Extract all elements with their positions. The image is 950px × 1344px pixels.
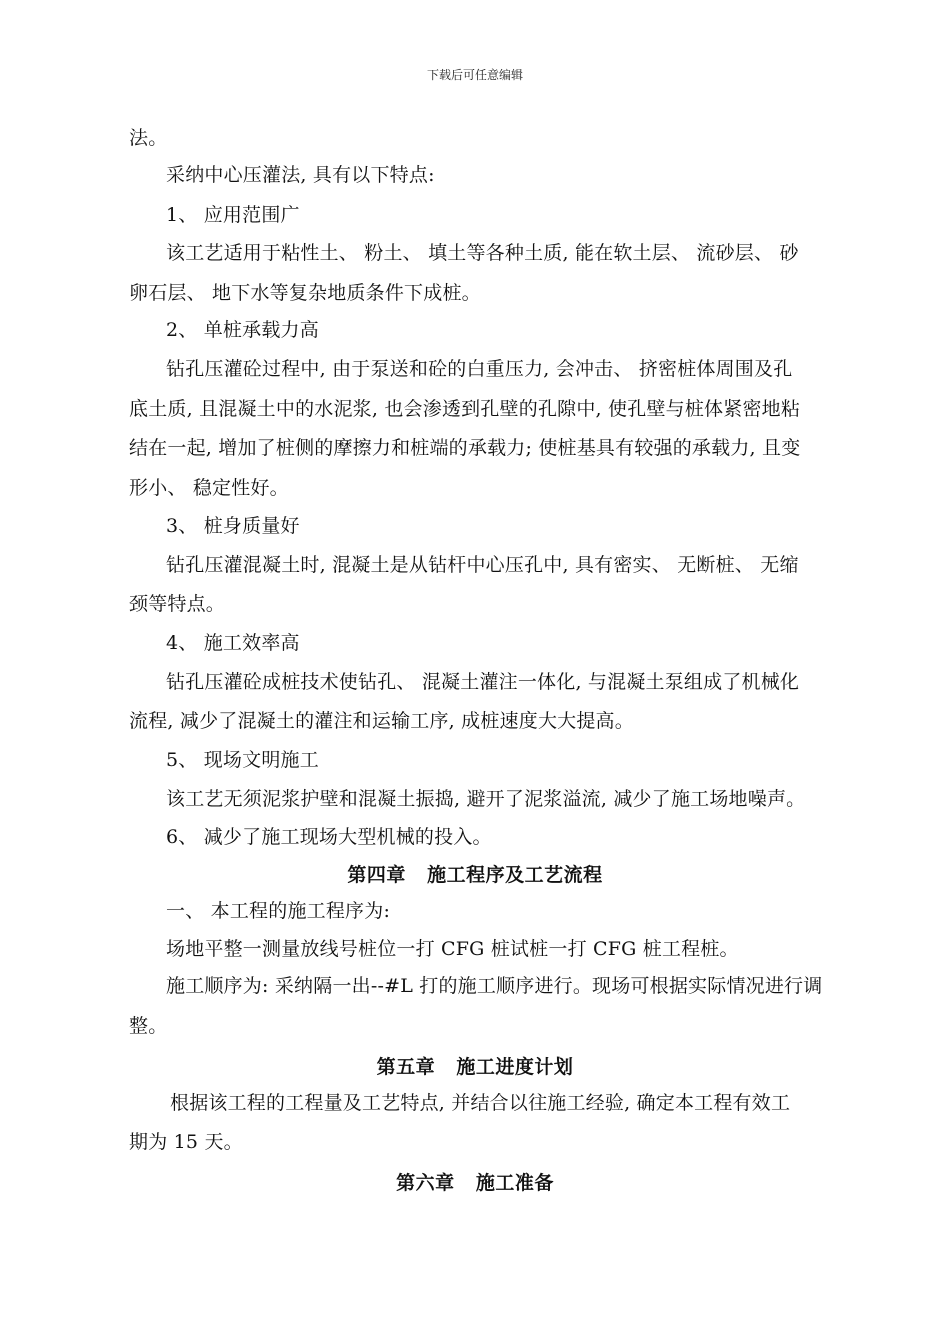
paragraph-line: 施工顺序为: 采纳隔一出--#L 打的施工顺序进行。现场可根据实际情况进行调 [166,975,823,997]
list-item: 5、 现场文明施工 [166,749,319,771]
paragraph-line: 根据该工程的工程量及工艺特点, 并结合以往施工经验, 确定本工程有效工 [170,1092,791,1114]
list-item: 6、 减少了施工现场大型机械的投入。 [166,826,492,848]
paragraph-line: 卵石层、 地下水等复杂地质条件下成桩。 [129,282,481,304]
paragraph-line: 法。 [129,127,168,149]
paragraph-line: 钻孔压灌混凝土时, 混凝土是从钻杆中心压孔中, 具有密实、 无断桩、 无缩 [166,554,799,576]
paragraph-line: 该工艺适用于粘性土、 粉土、 填土等各种土质, 能在软土层、 流砂层、 砂 [166,242,799,264]
chapter-heading: 第六章 施工准备 [396,1172,554,1194]
paragraph-line: 整。 [129,1015,168,1037]
paragraph-line: 期为 15 天。 [129,1131,243,1153]
chapter-heading: 第四章 施工程序及工艺流程 [347,864,603,886]
list-item: 1、 应用范围广 [166,204,300,226]
page-header: 下载后可任意编辑 [426,68,523,82]
paragraph-line: 钻孔压灌砼成桩技术使钻孔、 混凝土灌注一体化, 与混凝土泵组成了机械化 [166,671,800,693]
paragraph-line: 形小、 稳定性好。 [129,477,289,499]
paragraph-line: 结在一起, 增加了桩侧的摩擦力和桩端的承载力; 使桩基具有较强的承载力, 且变 [129,437,801,459]
paragraph-line: 该工艺无须泥浆护壁和混凝土振捣, 避开了泥浆溢流, 减少了施工场地噪声。 [166,788,806,810]
section-heading: 一、 本工程的施工程序为: [166,900,391,922]
paragraph-line: 场地平整一测量放线号桩位一打 CFG 桩试桩一打 CFG 桩工程桩。 [166,938,739,960]
paragraph-line: 流程, 减少了混凝土的灌注和运输工序, 成桩速度大大提高。 [129,710,634,732]
list-item: 2、 单桩承载力高 [166,319,319,341]
paragraph-line: 采纳中心压灌法, 具有以下特点: [166,164,435,186]
paragraph-line: 钻孔压灌砼过程中, 由于泵送和砼的白重压力, 会冲击、 挤密桩体周围及孔 [166,358,793,380]
paragraph-line: 底土质, 且混凝土中的水泥浆, 也会渗透到孔壁的孔隙中, 使孔壁与桩体紧密地粘 [129,398,801,420]
paragraph-line: 颈等特点。 [129,593,226,615]
list-item: 4、 施工效率高 [166,632,300,654]
chapter-heading: 第五章 施工进度计划 [376,1056,574,1078]
list-item: 3、 桩身质量好 [166,515,300,537]
